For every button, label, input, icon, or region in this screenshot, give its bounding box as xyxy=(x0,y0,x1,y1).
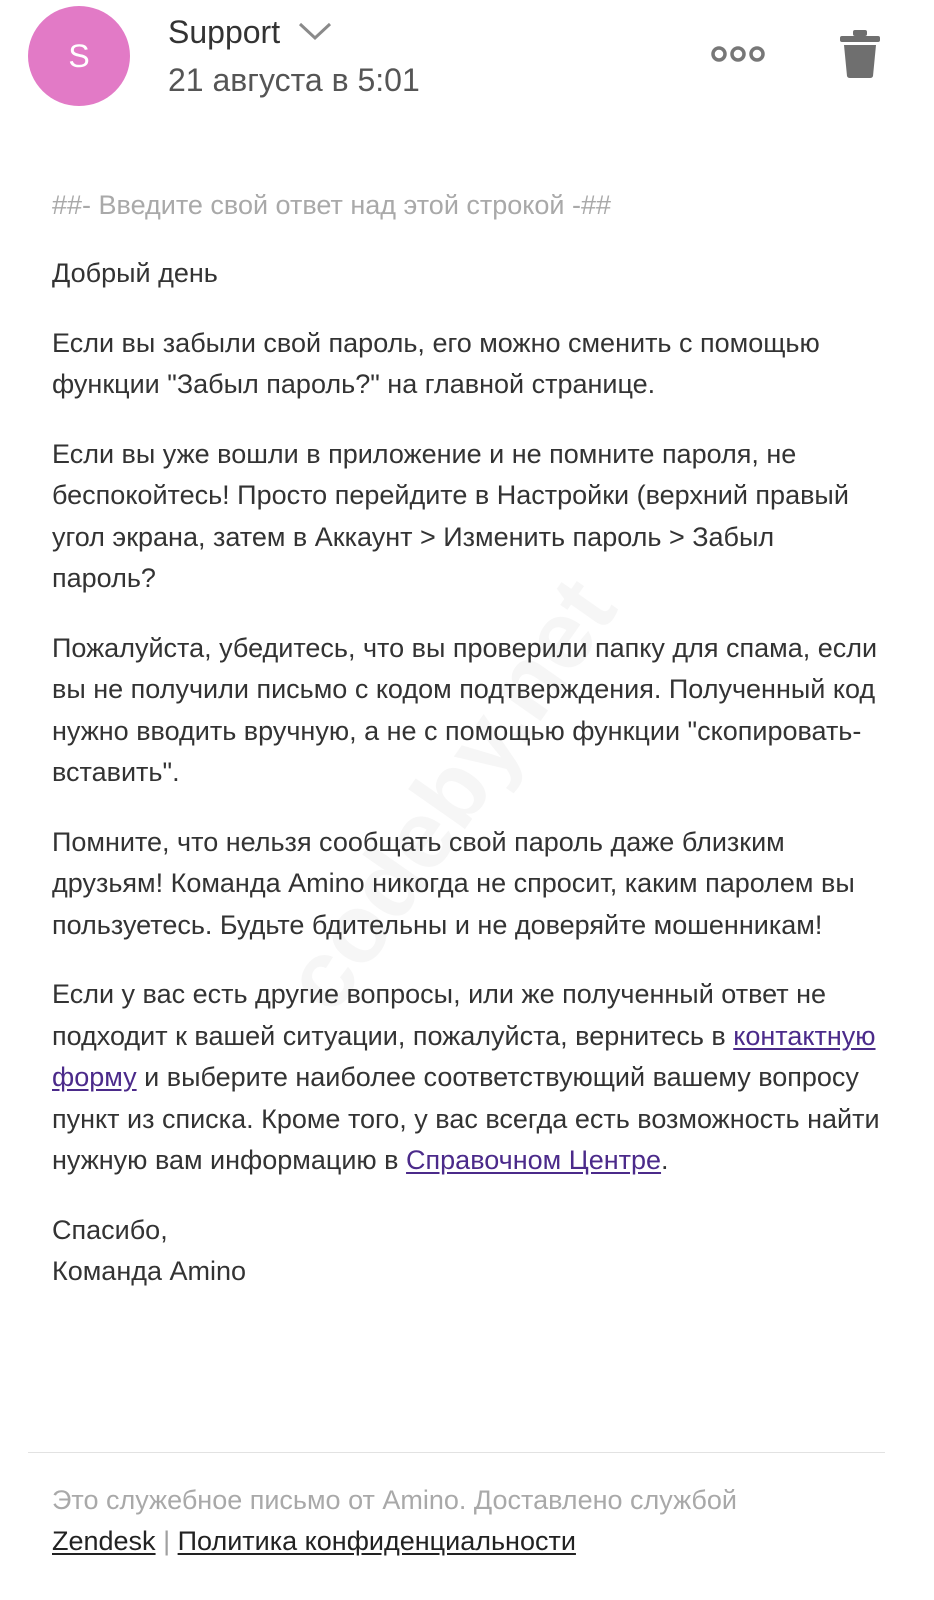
paragraph-spam: Пожалуйста, убедитесь, что вы проверили папку для спама, если вы не получили письмо с кодом подтверждения. Полученный код нужно вводить вручную, а не с помощью функции "скопировать-вставить". xyxy=(52,632,878,787)
footer-links xyxy=(52,1521,882,1562)
email-footer xyxy=(52,1480,882,1562)
contact-text-c: . xyxy=(661,1145,669,1175)
avatar-letter: S xyxy=(68,37,90,74)
zendesk-link[interactable]: Zendesk xyxy=(52,1526,156,1556)
paragraph-forgot-password: Если вы забыли свой пароль, его можно сменить с помощью функции "Забыл пароль?" на главной странице. xyxy=(52,327,820,399)
chevron-down-icon[interactable] xyxy=(298,21,332,46)
reply-marker: ##- Введите свой ответ над этой строкой -## xyxy=(52,190,612,220)
sender-row[interactable] xyxy=(168,14,332,51)
email-date: 21 августа в 5:01 xyxy=(168,62,420,98)
help-center-link[interactable]: Справочном Центре xyxy=(406,1145,662,1175)
footer-separator: | xyxy=(163,1526,171,1556)
paragraph-contact xyxy=(52,974,882,1182)
footer-text: Это служебное письмо от Amino. Доставлено службой xyxy=(52,1485,737,1515)
footer-divider xyxy=(28,1452,885,1453)
contact-text-b: и выберите наиболее соответствующий вашему вопросу пункт из списка. Кроме того, у вас всегда есть возможность найти нужную вам информацию в xyxy=(52,1062,880,1175)
greeting: Добрый день xyxy=(52,258,218,288)
paragraph-settings: Если вы уже вошли в приложение и не помните пароля, не беспокойтесь! Просто перейдите в Настройки (верхний правый угол экрана, затем в Аккаунт > Изменить пароль > Забыл пароль? xyxy=(52,438,849,593)
sender-name[interactable]: Support xyxy=(168,14,281,50)
thanks-text: Спасибо, xyxy=(52,1214,168,1245)
signature: Команда Amino xyxy=(52,1256,247,1286)
privacy-policy-link[interactable]: Политика конфиденциальности xyxy=(177,1526,576,1556)
contact-form-link[interactable]: контактную форму xyxy=(52,1020,876,1092)
email-body xyxy=(52,190,882,1321)
signoff xyxy=(52,1210,882,1293)
more-options-icon[interactable] xyxy=(710,44,766,69)
trash-icon[interactable] xyxy=(838,28,882,85)
contact-text-a: Если у вас есть другие вопросы, или же полученный ответ не подходит к вашей ситуации, пожалуйста, вернитесь в xyxy=(52,979,827,1051)
email-header xyxy=(0,0,934,140)
avatar[interactable] xyxy=(28,6,130,106)
paragraph-security: Помните, что нельзя сообщать свой пароль даже близким друзьям! Команда Amino никогда не спросит, каким паролем вы пользуетесь. Будьте бдительны и не доверяйте мошенникам! xyxy=(52,826,855,940)
